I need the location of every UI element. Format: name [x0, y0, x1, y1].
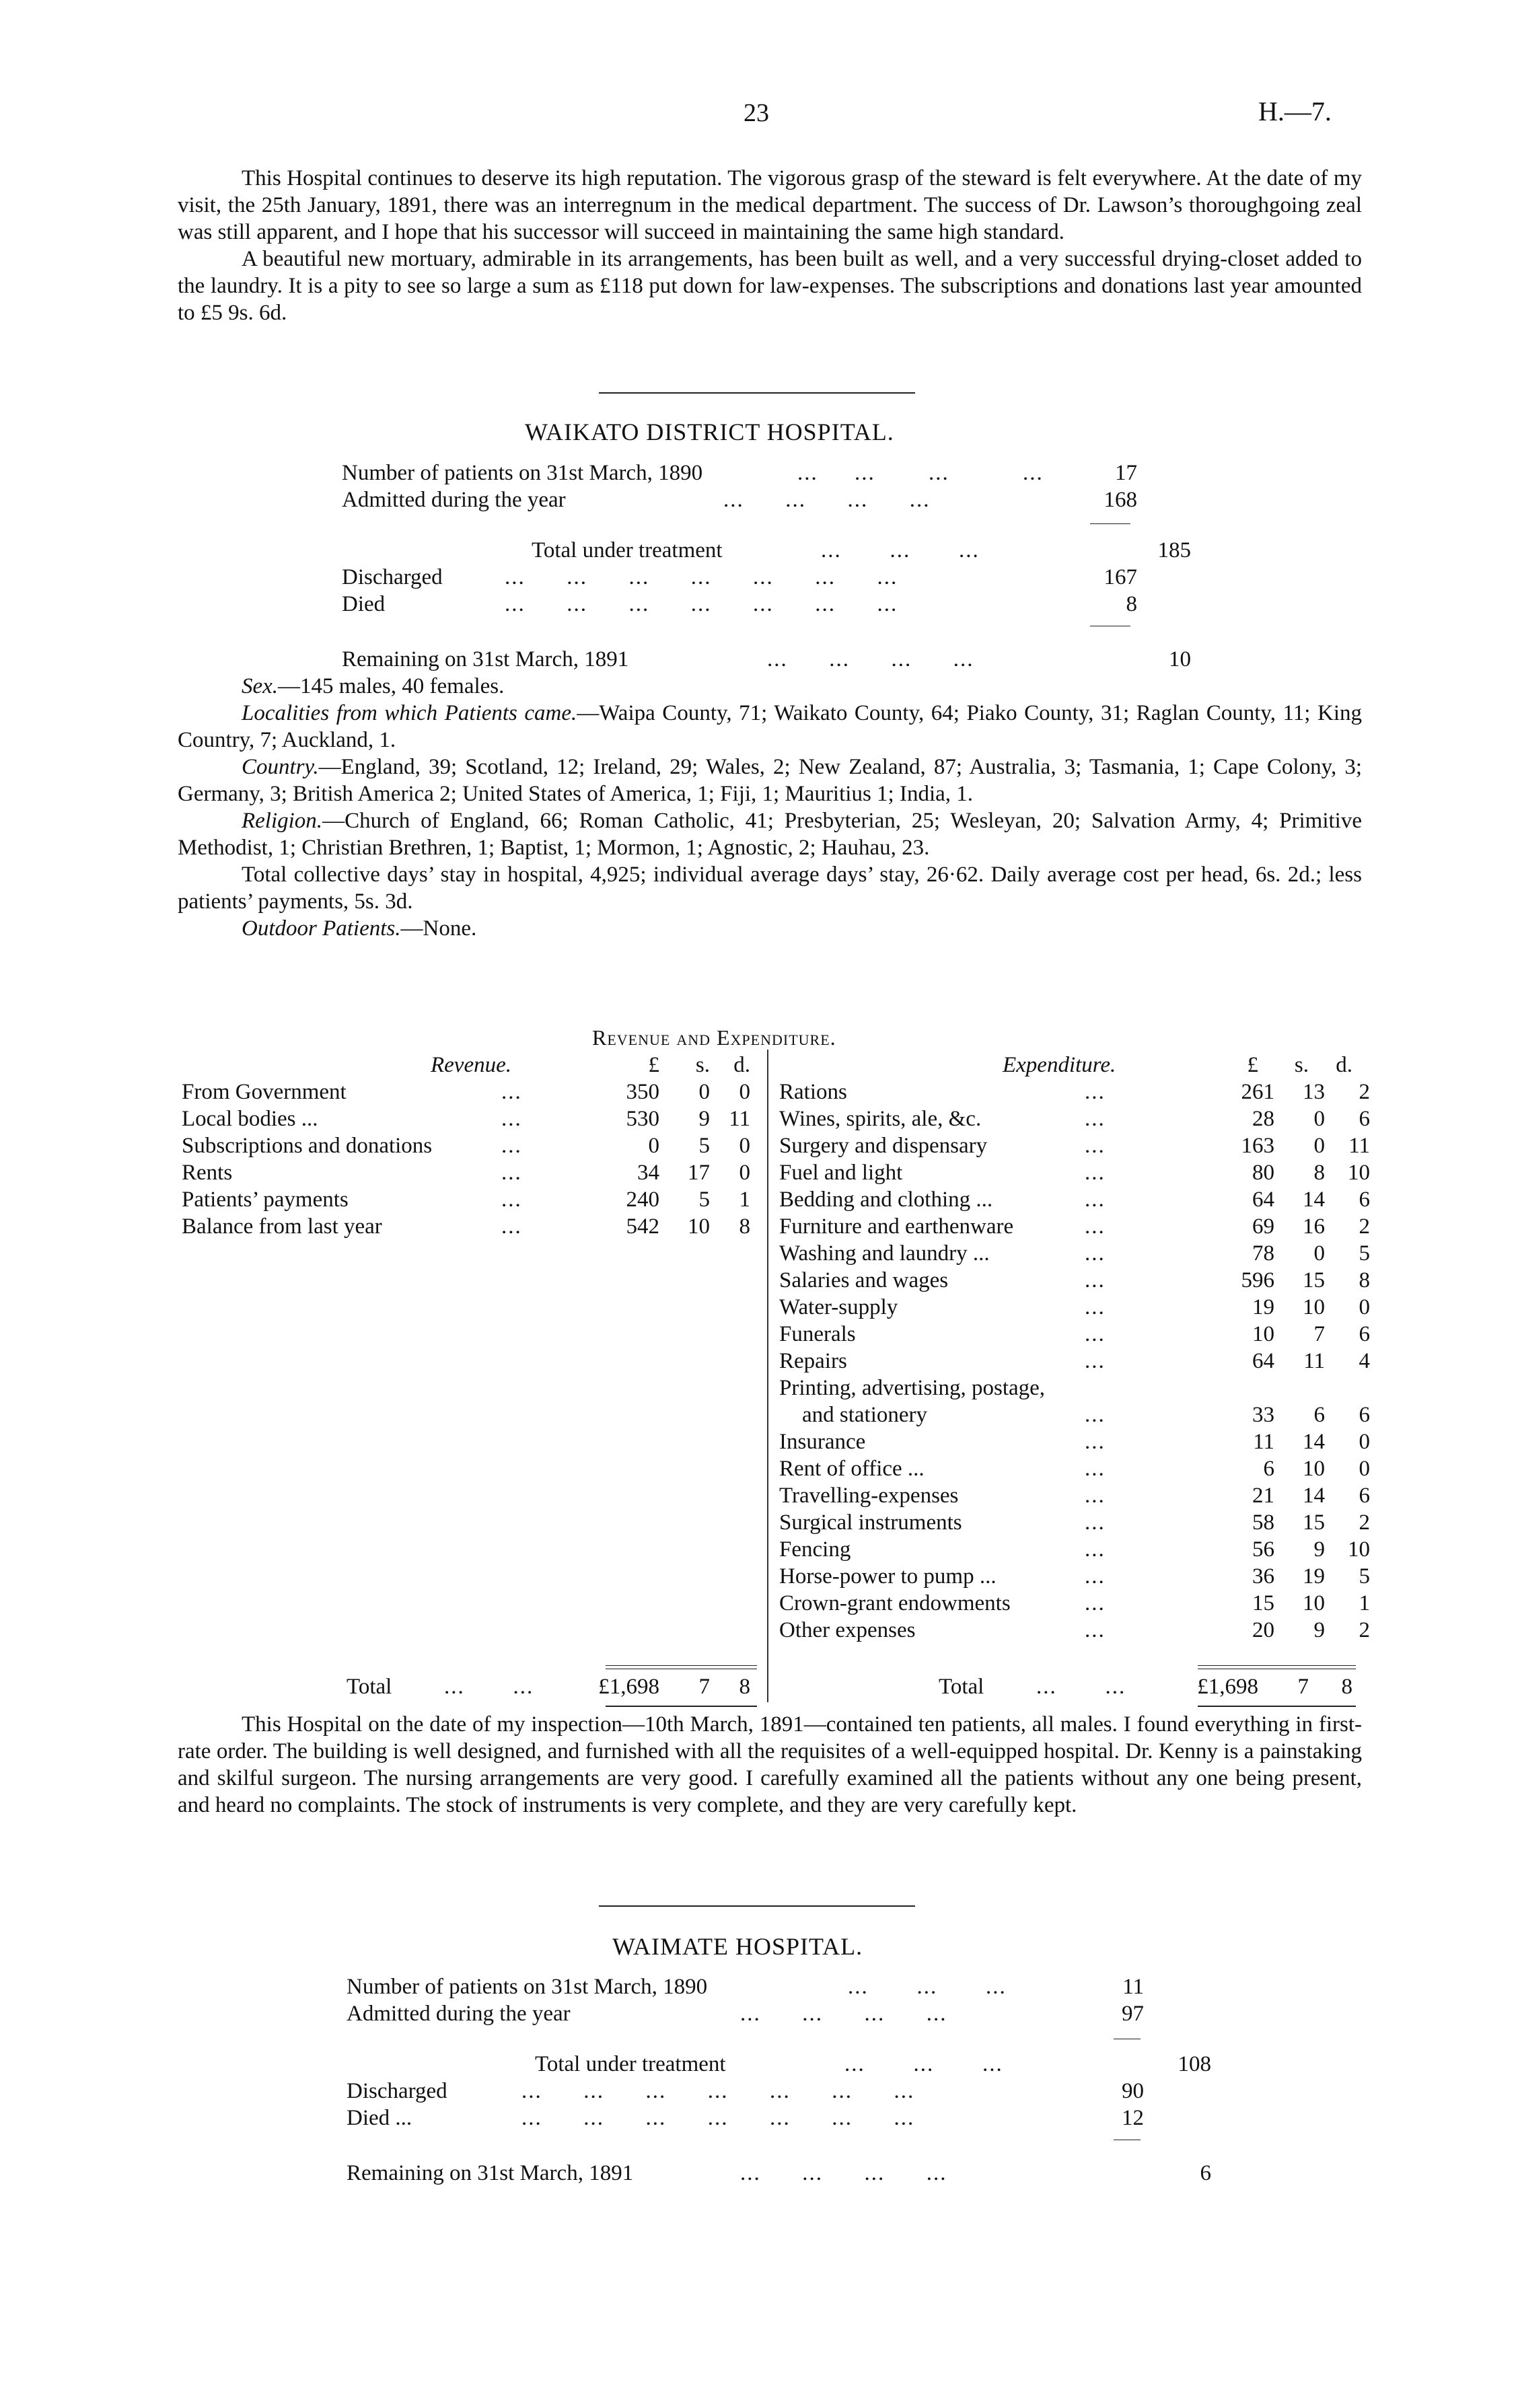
- row-pounds: 6: [1263, 1457, 1274, 1481]
- row-pounds: 530: [626, 1107, 659, 1131]
- row-pence: 2: [1359, 1214, 1370, 1239]
- leader-dots: ... ...: [1036, 1675, 1126, 1699]
- row-label: Local bodies ...: [182, 1107, 318, 1131]
- row-label: Washing and laundry ...: [779, 1241, 990, 1266]
- row-shillings: 10: [1303, 1457, 1325, 1481]
- finance-title: Revenue and Expenditure.: [592, 1025, 836, 1050]
- intro-text: [178, 165, 1362, 326]
- waikato-title: WAIKATO DISTRICT HOSPITAL.: [525, 418, 894, 445]
- leader-dots: ...: [1085, 1403, 1106, 1427]
- row-shillings: 17: [688, 1161, 710, 1185]
- row-pence: 5: [1359, 1241, 1370, 1266]
- row-shillings: 13: [1303, 1080, 1325, 1104]
- row-pence: 0: [1359, 1457, 1370, 1481]
- row-pence: 0: [1359, 1295, 1370, 1319]
- stat-admitted-value: 168: [1104, 488, 1137, 512]
- outdoor-text: —None.: [400, 916, 477, 941]
- row-label: Horse-power to pump ...: [779, 1564, 997, 1589]
- leader-dots: ... ... ... ...: [740, 2161, 947, 2185]
- row-shillings: 15: [1303, 1268, 1325, 1292]
- leader-dots: ...: [1085, 1295, 1106, 1319]
- waimate-start-label: Number of patients on 31st March, 1890: [347, 1975, 708, 1999]
- leader-dots: ...: [1085, 1107, 1106, 1131]
- table-row: [182, 1186, 750, 1213]
- waimate-died-label: Died ...: [347, 2106, 412, 2130]
- expenditure-total-label: Total: [939, 1675, 984, 1699]
- leader-dots: ...: [1023, 461, 1044, 485]
- stay-text: Total collective days’ stay in hospital, 4,925; individual average days’ stay, 26·62. Daily average cost per head, 6s. 2d.; less patients’ payments, 5s. 3d.: [178, 863, 1362, 914]
- total-rule: [1198, 1665, 1356, 1666]
- leader-dots: ...: [1085, 1484, 1106, 1508]
- sum-rule: [1090, 523, 1130, 524]
- row-label: Other expenses: [779, 1618, 916, 1642]
- row-pounds: [1213, 1375, 1274, 1401]
- row-shillings: 14: [1303, 1188, 1325, 1212]
- leader-dots: ... ... ... ... ... ... ...: [521, 2079, 915, 2103]
- expenditure-heading: Expenditure.: [1003, 1053, 1116, 1077]
- inspection-paragraph: This Hospital on the date of my inspection—10th March, 1891—contained ten patients, all males. I found everything in first-rate order. The building is well designed, and furnished with all the requisites of a well-equipped hospital. Dr. Kenny is a painstaking and skilful surgeon. The nursing arrangements are very good. I carefully examined all the patients without any one being present, and heard no complaints. The stock of instruments is very complete, and they are very carefully kept.: [178, 1712, 1362, 1817]
- row-pence: 11: [729, 1107, 750, 1131]
- row-pounds: 240: [626, 1188, 659, 1212]
- row-pounds: 58: [1252, 1510, 1274, 1535]
- waimate-remaining-value: 6: [1200, 2161, 1211, 2185]
- expenditure-total-pounds: £1,698: [1197, 1675, 1258, 1699]
- leader-dots: ... ... ...: [848, 1975, 1007, 1999]
- row-shillings: 11: [1303, 1349, 1325, 1373]
- section-divider: [599, 1905, 915, 1907]
- col-shillings: s.: [695, 1053, 710, 1077]
- column-divider: [767, 1050, 768, 1702]
- leader-dots: ... ... ... ... ... ... ...: [505, 565, 898, 589]
- col-pence: d.: [733, 1053, 750, 1077]
- table-row: [779, 1348, 1370, 1375]
- table-row: [779, 1321, 1370, 1348]
- row-label: Repairs: [779, 1349, 847, 1373]
- stat-start-value: 17: [1115, 461, 1137, 485]
- row-pence: 2: [1359, 1618, 1370, 1642]
- row-label: Furniture and earthenware: [779, 1214, 1014, 1239]
- localities-text: —Waipa County, 71; Waikato County, 64; Piako County, 31; Raglan County, 11; King Country, 7; Auckland, 1.: [178, 701, 1362, 752]
- row-pence: 0: [739, 1134, 750, 1158]
- table-row: [182, 1213, 750, 1240]
- row-shillings: 8: [1313, 1161, 1325, 1185]
- row-shillings: 0: [1313, 1241, 1325, 1266]
- row-label: Fencing: [779, 1537, 851, 1562]
- leader-dots: ...: [501, 1161, 522, 1185]
- sex-text: —145 males, 40 females.: [278, 674, 505, 698]
- row-shillings: 9: [1313, 1618, 1325, 1642]
- row-pounds: 28: [1252, 1107, 1274, 1131]
- table-row: [182, 1105, 750, 1132]
- leader-dots: ...: [501, 1134, 522, 1158]
- expenditure-rows: [779, 1079, 1370, 1644]
- inspection-text: [178, 1711, 1362, 1819]
- leader-dots: ...: [501, 1188, 522, 1212]
- waimate-discharged-label: Discharged: [347, 2079, 447, 2103]
- row-label: Printing, advertising, postage,: [779, 1376, 1046, 1400]
- col-shillings: s.: [1294, 1053, 1309, 1077]
- row-label: Surgical instruments: [779, 1510, 962, 1535]
- col-pounds: £: [1247, 1053, 1258, 1077]
- leader-dots: ...: [1085, 1080, 1106, 1104]
- table-row: [779, 1105, 1370, 1132]
- leader-dots: ...: [1085, 1537, 1106, 1562]
- leader-dots: ...: [1085, 1591, 1106, 1615]
- row-pounds: 20: [1252, 1618, 1274, 1642]
- leader-dots: ... ... ...: [844, 2052, 1003, 2076]
- row-shillings: 9: [698, 1107, 710, 1131]
- row-label: From Government: [182, 1080, 347, 1104]
- row-shillings: 10: [1303, 1295, 1325, 1319]
- row-label: Crown-grant endowments: [779, 1591, 1011, 1615]
- row-pence: 4: [1359, 1349, 1370, 1373]
- row-label: Salaries and wages: [779, 1268, 949, 1292]
- revenue-total-pounds: £1,698: [598, 1675, 659, 1699]
- leader-dots: [1085, 1375, 1213, 1401]
- sex-label: Sex.: [242, 674, 279, 698]
- stat-total-value: 185: [1157, 538, 1191, 562]
- row-shillings: 14: [1303, 1430, 1325, 1454]
- table-row: [779, 1159, 1370, 1186]
- row-pence: 10: [1348, 1537, 1370, 1562]
- leader-dots: ...: [501, 1080, 522, 1104]
- leader-dots: ...: [501, 1107, 522, 1131]
- leader-dots: ... ... ...: [821, 538, 980, 562]
- leader-dots: ...: [1085, 1268, 1106, 1292]
- row-pence: 1: [1359, 1591, 1370, 1615]
- row-shillings: 10: [1303, 1591, 1325, 1615]
- row-pounds: 10: [1252, 1322, 1274, 1346]
- table-row: [779, 1455, 1370, 1482]
- country-text: —England, 39; Scotland, 12; Ireland, 29; Wales, 2; New Zealand, 87; Australia, 3; Tasmania, 1; Cape Colony, 3; Germany, 3; British America 2; United States of America, 1; Fiji, 1; Mauritius 1; India, 1.: [178, 755, 1362, 806]
- col-pounds: £: [648, 1053, 659, 1077]
- row-pence: 5: [1359, 1564, 1370, 1589]
- leader-dots: ... ... ... ...: [767, 647, 974, 671]
- row-pence: 2: [1359, 1510, 1370, 1535]
- expenditure-total-shillings: 7: [1297, 1675, 1309, 1699]
- stat-discharged-value: 167: [1104, 565, 1137, 589]
- table-row: [779, 1375, 1370, 1401]
- row-pence: 6: [1359, 1484, 1370, 1508]
- row-shillings: 7: [1313, 1322, 1325, 1346]
- row-pounds: 34: [637, 1161, 659, 1185]
- row-pounds: 596: [1241, 1268, 1274, 1292]
- outdoor-label: Outdoor Patients.: [242, 916, 401, 941]
- row-pence: [1325, 1375, 1370, 1401]
- row-label: Rations: [779, 1080, 847, 1104]
- row-pounds: 69: [1252, 1214, 1274, 1239]
- row-shillings: 15: [1303, 1510, 1325, 1535]
- row-pounds: 64: [1252, 1349, 1274, 1373]
- revenue-rows: [182, 1079, 750, 1240]
- leader-dots: ... ... ... ... ... ... ...: [521, 2106, 915, 2130]
- religion-label: Religion.: [242, 809, 323, 833]
- leader-dots: ...: [1085, 1618, 1106, 1642]
- row-pounds: 56: [1252, 1537, 1274, 1562]
- leader-dots: ... ... ... ...: [740, 2002, 947, 2026]
- leader-dots: ...: [855, 461, 875, 485]
- row-pounds: 80: [1252, 1161, 1274, 1185]
- leader-dots: ...: [1085, 1134, 1106, 1158]
- row-shillings: 10: [688, 1214, 710, 1239]
- row-label: and stationery: [802, 1403, 928, 1427]
- row-pounds: 33: [1252, 1403, 1274, 1427]
- row-shillings: 0: [698, 1080, 710, 1104]
- row-pence: 8: [1359, 1268, 1370, 1292]
- section-divider: [599, 392, 915, 394]
- row-pounds: 261: [1241, 1080, 1274, 1104]
- page-number: 23: [744, 99, 769, 127]
- row-shillings: 6: [1313, 1403, 1325, 1427]
- waimate-admitted-value: 97: [1122, 2002, 1144, 2026]
- row-label: Surgery and dispensary: [779, 1134, 988, 1158]
- country-label: Country.: [242, 755, 319, 779]
- table-row: [182, 1079, 750, 1105]
- revenue-heading: Revenue.: [431, 1053, 511, 1077]
- localities-label: Localities from which Patients came.: [242, 701, 577, 725]
- leader-dots: ...: [501, 1214, 522, 1239]
- col-pence: d.: [1336, 1053, 1352, 1077]
- intro-paragraph-2: A beautiful new mortuary, admirable in its arrangements, has been built as well, and a very successful drying-closet added to the laundry. It is a pity to see so large a sum as £118 put down for law-expenses. The subscriptions and donations last year amounted to £5 9s. 6d.: [178, 247, 1362, 325]
- table-row: [182, 1132, 750, 1159]
- waimate-start-value: 11: [1122, 1975, 1144, 1999]
- leader-dots: ...: [1085, 1214, 1106, 1239]
- row-pounds: 11: [1253, 1430, 1274, 1454]
- leader-dots: ...: [1085, 1510, 1106, 1535]
- waikato-details: [178, 673, 1362, 942]
- row-pence: 0: [739, 1080, 750, 1104]
- expenditure-total-pence: 8: [1341, 1675, 1352, 1699]
- row-pounds: 64: [1252, 1188, 1274, 1212]
- row-pence: 2: [1359, 1080, 1370, 1104]
- stat-discharged-label: Discharged: [342, 565, 443, 589]
- row-shillings: [1274, 1375, 1325, 1401]
- stat-died-value: 8: [1126, 592, 1137, 616]
- table-row: [779, 1267, 1370, 1294]
- table-row: [779, 1509, 1370, 1536]
- religion-text: —Church of England, 66; Roman Catholic, 41; Presbyterian, 25; Wesleyan, 20; Salvation Army, 4; Primitive Methodist, 1; Christian Brethren, 1; Baptist, 1; Mormon, 1; Agnostic, 2; Hauhau, 23.: [178, 809, 1362, 860]
- row-pounds: 15: [1252, 1591, 1274, 1615]
- table-row: [779, 1590, 1370, 1617]
- row-pounds: 163: [1241, 1134, 1274, 1158]
- stat-admitted-label: Admitted during the year: [342, 488, 566, 512]
- row-label: Wines, spirits, ale, &c.: [779, 1107, 982, 1131]
- leader-dots: ...: [1085, 1188, 1106, 1212]
- row-shillings: 5: [698, 1188, 710, 1212]
- row-pounds: 0: [648, 1134, 659, 1158]
- row-shillings: 9: [1313, 1537, 1325, 1562]
- row-pence: 0: [739, 1161, 750, 1185]
- total-rule: [1198, 1706, 1356, 1707]
- row-pence: 8: [739, 1214, 750, 1239]
- row-label: Water-supply: [779, 1295, 898, 1319]
- row-pence: 6: [1359, 1107, 1370, 1131]
- waimate-title: WAIMATE HOSPITAL.: [612, 1933, 863, 1960]
- total-rule: [606, 1665, 757, 1666]
- leader-dots: ...: [1085, 1241, 1106, 1266]
- row-label: Travelling-expenses: [779, 1484, 959, 1508]
- waimate-total-label: Total under treatment: [535, 2052, 726, 2076]
- table-row: [779, 1563, 1370, 1590]
- leader-dots: ... ... ... ... ... ... ...: [505, 592, 898, 616]
- revenue-total-shillings: 7: [698, 1675, 710, 1699]
- row-pence: 10: [1348, 1161, 1370, 1185]
- leader-dots: ...: [797, 461, 818, 485]
- row-pounds: 19: [1252, 1295, 1274, 1319]
- stat-total-label: Total under treatment: [532, 538, 723, 562]
- leader-dots: ...: [1085, 1430, 1106, 1454]
- table-row: [779, 1186, 1370, 1213]
- row-shillings: 16: [1303, 1214, 1325, 1239]
- waimate-died-value: 12: [1122, 2106, 1144, 2130]
- row-label: Fuel and light: [779, 1161, 903, 1185]
- table-row: [779, 1132, 1370, 1159]
- leader-dots: ...: [929, 461, 949, 485]
- table-row: [779, 1213, 1370, 1240]
- table-row: [779, 1617, 1370, 1644]
- stat-remaining-label: Remaining on 31st March, 1891: [342, 647, 629, 671]
- row-shillings: 19: [1303, 1564, 1325, 1589]
- row-label: Rent of office ...: [779, 1457, 925, 1481]
- revenue-total-label: Total: [347, 1675, 392, 1699]
- leader-dots: ...: [1085, 1161, 1106, 1185]
- row-label: Patients’ payments: [182, 1188, 349, 1212]
- row-pounds: 78: [1252, 1241, 1274, 1266]
- row-label: Insurance: [779, 1430, 866, 1454]
- stat-died-label: Died: [342, 592, 386, 616]
- row-label: Bedding and clothing ...: [779, 1188, 993, 1212]
- leader-dots: ... ... ... ...: [723, 488, 931, 512]
- table-row: [779, 1482, 1370, 1509]
- leader-dots: ... ...: [444, 1675, 534, 1699]
- table-row: [779, 1401, 1370, 1428]
- document-reference: H.—7.: [1258, 96, 1332, 126]
- table-row: [779, 1536, 1370, 1563]
- row-label: Balance from last year: [182, 1214, 382, 1239]
- intro-paragraph-1: This Hospital continues to deserve its high reputation. The vigorous grasp of the steward is felt everywhere. At the date of my visit, the 25th January, 1891, there was an interregnum in the medical department. The success of Dr. Lawson’s thoroughgoing zeal was still apparent, and I hope that his successor will succeed in maintaining the same high standard.: [178, 166, 1362, 244]
- table-row: [182, 1159, 750, 1186]
- row-shillings: 5: [698, 1134, 710, 1158]
- waimate-total-value: 108: [1178, 2052, 1211, 2076]
- row-pence: 1: [739, 1188, 750, 1212]
- row-pounds: 350: [626, 1080, 659, 1104]
- row-pounds: 21: [1252, 1484, 1274, 1508]
- leader-dots: ...: [1085, 1457, 1106, 1481]
- row-pounds: 542: [626, 1214, 659, 1239]
- total-rule: [606, 1706, 757, 1707]
- row-shillings: 0: [1313, 1107, 1325, 1131]
- table-row: [779, 1294, 1370, 1321]
- leader-dots: ...: [1085, 1564, 1106, 1589]
- table-row: [779, 1428, 1370, 1455]
- row-label: Rents: [182, 1161, 233, 1185]
- leader-dots: ...: [1085, 1322, 1106, 1346]
- row-shillings: 0: [1313, 1134, 1325, 1158]
- revenue-total-pence: 8: [739, 1675, 750, 1699]
- waimate-admitted-label: Admitted during the year: [347, 2002, 571, 2026]
- stat-remaining-value: 10: [1169, 647, 1191, 671]
- leader-dots: ...: [1085, 1349, 1106, 1373]
- waimate-discharged-value: 90: [1122, 2079, 1144, 2103]
- row-pence: 0: [1359, 1430, 1370, 1454]
- table-row: [779, 1240, 1370, 1267]
- row-pence: 11: [1348, 1134, 1370, 1158]
- row-pounds: 36: [1252, 1564, 1274, 1589]
- waimate-remaining-label: Remaining on 31st March, 1891: [347, 2161, 634, 2185]
- row-pence: 6: [1359, 1322, 1370, 1346]
- row-label: Subscriptions and donations: [182, 1134, 433, 1158]
- row-shillings: 14: [1303, 1484, 1325, 1508]
- stat-start-label: Number of patients on 31st March, 1890: [342, 461, 703, 485]
- row-pence: 6: [1359, 1188, 1370, 1212]
- row-pence: 6: [1359, 1403, 1370, 1427]
- table-row: [779, 1079, 1370, 1105]
- row-label: Funerals: [779, 1322, 856, 1346]
